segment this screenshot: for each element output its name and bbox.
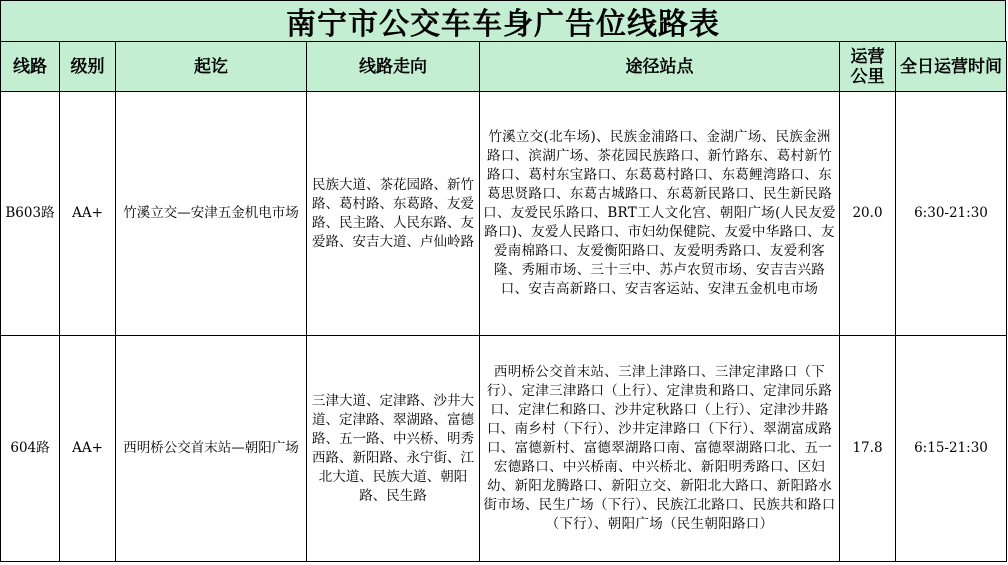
col-header-route: 线路 bbox=[1, 42, 60, 92]
route-cell: B603路 bbox=[1, 92, 60, 336]
stops-cell: 西明桥公交首末站、三津上津路口、三津定津路口（下行）、定津三津路口（上行）、定津贵和路口、定津同乐路口、定津仁和路口、沙井定秋路口（上行）、定津沙井路口、南乡村（下行）、沙井定津路口（下行）、翠湖富成路口、富德新村、富德翠湖路口南、富德翠湖路口北、五一宏德路口、中兴桥南、中兴桥北、新阳明秀路口、区妇幼、新阳龙腾路口、新阳立交、新阳北大路口、新阳路水街市场、民生广场（下行）、民族江北路口、民族共和路口（下行）、朝阳广场（民生朝阳路口） bbox=[480, 336, 840, 562]
stops-cell: 竹溪立交(北车场)、民族金浦路口、金湖广场、民族金洲路口、滨湖广场、茶花园民族路口、新竹路东、葛村新竹路口、葛村东宝路口、东葛葛村路口、东葛鲤湾路口、东葛思贤路口、东葛古城路口、东葛新民路口、民生新民路口、友爱民乐路口、BRT工人文化宫、朝阳广场(人民友爱路口)、友爱人民路口、市妇幼保健院、友爱中华路口、友爱南棉路口、友爱衡阳路口、友爱明秀路口、友爱利客隆、秀厢市场、三十三中、苏卢农贸市场、安吉吉兴路口、安吉高新路口、安吉客运站、安津五金机电市场 bbox=[480, 92, 840, 336]
route-cell: 604路 bbox=[1, 336, 60, 562]
col-header-level: 级别 bbox=[60, 42, 116, 92]
endpoints-cell: 竹溪立交—安津五金机电市场 bbox=[116, 92, 307, 336]
col-header-stops: 途径站点 bbox=[480, 42, 840, 92]
distance-cell: 20.0 bbox=[840, 92, 896, 336]
direction-cell: 三津大道、定津路、沙井大道、定津路、翠湖路、富德路、五一路、中兴桥、明秀西路、新阳路、永宁街、江北大道、民族大道、朝阳路、民生路 bbox=[307, 336, 480, 562]
hours-cell: 6:15-21:30 bbox=[896, 336, 1007, 562]
table-row bbox=[1, 92, 1007, 336]
col-header-hours: 全日运营时间 bbox=[896, 42, 1007, 92]
direction-cell: 民族大道、茶花园路、新竹路、葛村路、东葛路、友爱路、民主路、人民东路、友爱路、安吉大道、卢仙岭路 bbox=[307, 92, 480, 336]
hours-cell: 6:30-21:30 bbox=[896, 92, 1007, 336]
sheet-title: 南宁市公交车车身广告位线路表 bbox=[0, 0, 1006, 42]
col-header-direction: 线路走向 bbox=[307, 42, 480, 92]
table-row bbox=[1, 336, 1007, 562]
col-header-endpoints: 起讫 bbox=[116, 42, 307, 92]
col-header-distance: 运营公里 bbox=[840, 42, 896, 92]
level-cell: AA+ bbox=[60, 336, 116, 562]
distance-cell: 17.8 bbox=[840, 336, 896, 562]
level-cell: AA+ bbox=[60, 92, 116, 336]
endpoints-cell: 西明桥公交首末站—朝阳广场 bbox=[116, 336, 307, 562]
route-table bbox=[0, 41, 1007, 562]
header-row bbox=[1, 42, 1007, 92]
